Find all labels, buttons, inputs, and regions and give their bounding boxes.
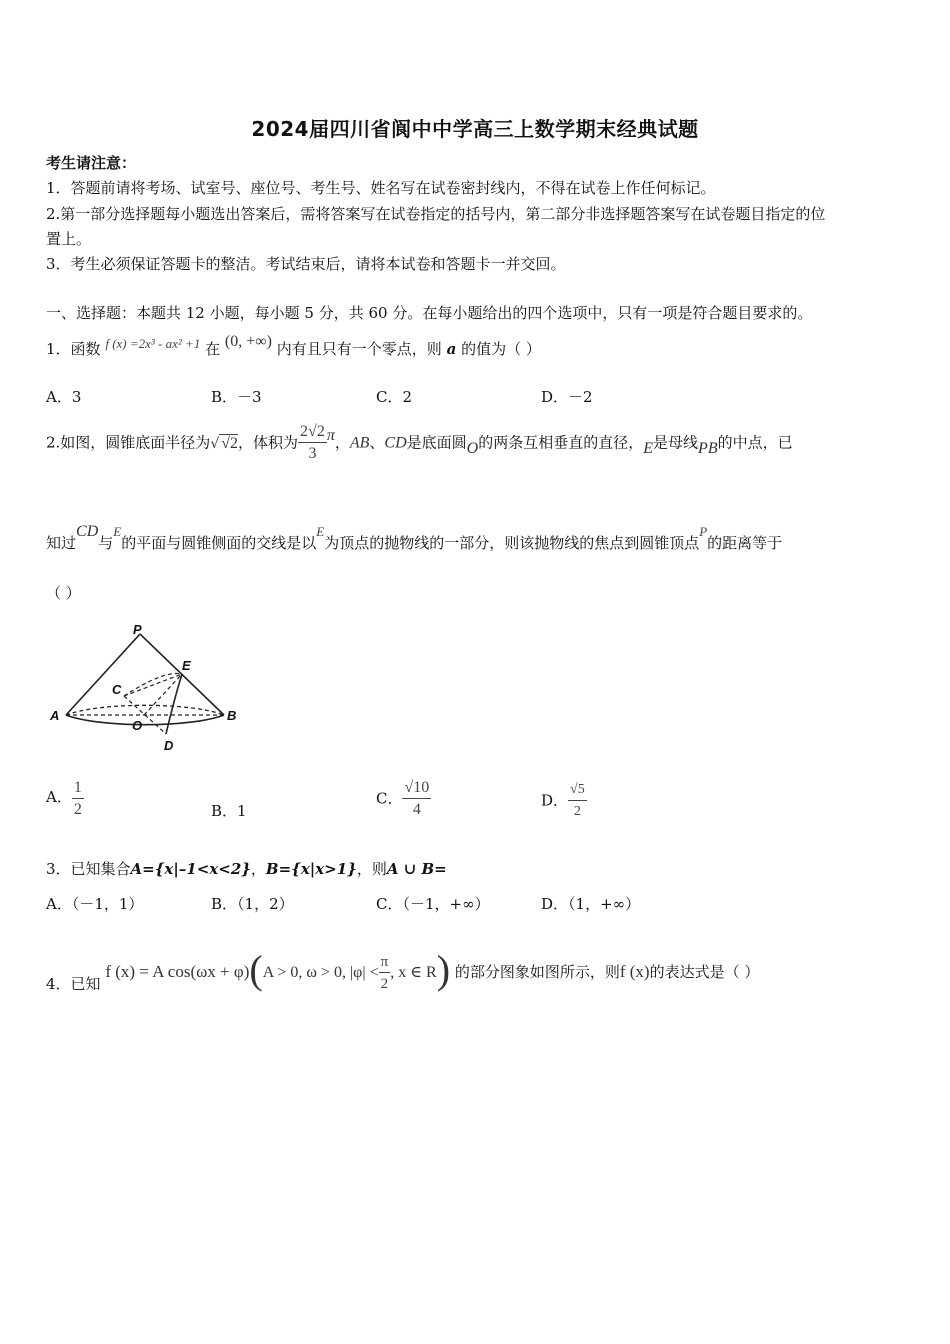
q2-option-c-label: C． — [376, 789, 403, 808]
q2-option-c-num: √10 — [402, 778, 431, 799]
q2-text-9: 的平面与圆锥侧面的交线是以 — [121, 534, 317, 552]
q2-volume-den: 3 — [308, 445, 317, 462]
q4-paren-open: ( — [249, 947, 263, 992]
label-o: O — [132, 718, 143, 733]
q2-text-6: 的中点，已 — [717, 433, 793, 452]
q1-function: f (x) =2x³ - ax² +1 — [105, 336, 201, 351]
q3-set-b: B={x|x>1} — [265, 860, 357, 878]
segment-ce — [124, 674, 182, 696]
q2-volume-num: 2√2 — [298, 422, 327, 443]
q2-option-d-label: D． — [541, 791, 569, 810]
q2-pi: π — [326, 426, 335, 444]
q3-option-d: D．（1，+∞） — [541, 895, 641, 913]
q2-e-3: E — [316, 524, 325, 539]
q2-text-2: ，体积为 — [238, 433, 299, 452]
q2-comma: ， — [334, 433, 350, 452]
q2-option-c — [376, 778, 431, 821]
q2-pb: PB — [698, 439, 718, 457]
q1-suffix: 内有且只有一个零点，则 — [276, 340, 442, 358]
q2-option-c-fraction — [402, 778, 431, 821]
q2-option-d-num: √5 — [568, 780, 587, 801]
q2-p: P — [699, 524, 708, 539]
q2-option-a — [46, 778, 84, 821]
q2-option-a-num: 1 — [72, 778, 84, 799]
notice-item-3: 3．考生必须保证答题卡的整洁。考试结束后，请将本试卷和答题卡一并交回。 — [46, 255, 566, 273]
q1-interval: (0, +∞) — [224, 333, 272, 350]
q4-condition-a: A > 0, ω > 0, |φ| < — [262, 964, 379, 981]
q3-expression: A ∪ B= — [386, 860, 447, 878]
q2-radius-value: √2 — [221, 434, 239, 452]
q2-sep: 、 — [369, 433, 385, 452]
q2-text-5: 是母线 — [653, 433, 699, 452]
q1-mid: 在 — [205, 340, 221, 358]
q2-text-8: 与 — [98, 534, 114, 552]
q2-text-7: 知过 — [46, 534, 77, 552]
q4-condition-num: π — [379, 952, 391, 973]
q4-condition-b: , x ∈ R — [390, 964, 437, 981]
q3-text-2: ，则 — [356, 860, 387, 878]
q3-option-a: A．（－1，1） — [46, 895, 144, 913]
q1-option-b: B．－3 — [211, 388, 262, 406]
q2-option-a-fraction — [72, 778, 84, 821]
q2-o: O — [466, 439, 479, 457]
label-p: P — [133, 622, 142, 637]
question-2-line-1 — [46, 422, 793, 465]
page-title: 2024届四川省阆中中学高三上数学期末经典试题 — [251, 117, 699, 141]
notice-heading: 考生请注意： — [46, 154, 137, 172]
label-b: B — [227, 708, 237, 723]
q2-text-11: 的距离等于 — [707, 534, 783, 552]
label-c: C — [112, 682, 122, 697]
q3-option-b: B．（1，2） — [211, 895, 294, 913]
q3-option-c: C．（－1，+∞） — [376, 895, 490, 913]
notice-item-2-cont: 置上。 — [46, 230, 92, 248]
q3-set-a: A={x|–1<x<2} — [130, 860, 251, 878]
question-3 — [46, 858, 447, 879]
q4-mid: 的部分图象如图所示，则 — [454, 963, 620, 981]
q4-condition-den: 2 — [380, 975, 389, 992]
q4-prefix: 4．已知 — [46, 975, 101, 993]
generatrix-pa — [66, 634, 140, 715]
section-heading: 一、选择题：本题共 12 小题，每小题 5 分，共 60 分。在每小题给出的四个选项中，只有一项是符合题目要求的。 — [46, 304, 813, 322]
q2-option-b: B．1 — [211, 802, 247, 820]
notice-item-1: 1．答题前请将考场、试室号、座位号、考生号、姓名写在试卷密封线内，不得在试卷上作任何标记。 — [46, 179, 716, 197]
q2-option-c-den: 4 — [412, 801, 421, 818]
q1-prefix: 1．函数 — [46, 340, 101, 358]
question-1 — [46, 333, 541, 359]
label-a: A — [50, 708, 60, 723]
cone-figure — [44, 620, 244, 760]
q1-end: 的值为（ ） — [461, 340, 541, 358]
q2-ab: AB — [349, 434, 370, 452]
q2-text-3: 是底面圆 — [406, 433, 467, 452]
q2-text-4: 的两条互相垂直的直径， — [478, 433, 644, 452]
label-d: D — [164, 738, 174, 753]
q2-e-2: E — [113, 524, 122, 539]
q1-option-d: D．－2 — [541, 388, 593, 406]
q2-radius: √ √2 — [210, 434, 239, 452]
q2-cd: CD — [384, 434, 407, 452]
q2-volume-fraction — [298, 422, 327, 465]
q2-cd-2: CD — [76, 523, 99, 540]
q2-option-d-fraction — [568, 780, 587, 823]
q3-comma: ， — [250, 860, 266, 878]
q2-text-1: 2.如图，圆锥底面半径为 — [46, 433, 211, 452]
q2-option-d — [541, 780, 587, 823]
q4-function: f (x) = A cos(ωx + φ) — [105, 962, 250, 981]
q2-option-a-label: A． — [46, 787, 72, 806]
q4-fx: f (x) — [619, 962, 650, 981]
q4-end: 的表达式是（ ） — [649, 963, 760, 981]
q4-condition-fraction — [379, 952, 391, 995]
q3-text-1: 3．已知集合 — [46, 860, 131, 878]
q1-variable: a — [446, 340, 457, 358]
base-front-arc — [66, 715, 224, 725]
q2-e: E — [643, 439, 654, 457]
label-e: E — [182, 658, 191, 673]
q2-answer-paren: （ ） — [46, 584, 81, 602]
question-2-line-2 — [46, 523, 783, 553]
q2-option-d-den: 2 — [573, 804, 581, 819]
notice-item-2: 2.第一部分选择题每小题选出答案后，需将答案写在试卷指定的括号内，第二部分非选择题答案写在试卷题目指定的位 — [46, 205, 826, 223]
q1-option-c: C．2 — [376, 388, 413, 406]
q4-paren-close: ) — [436, 947, 451, 992]
q2-option-a-den: 2 — [73, 801, 82, 818]
q2-text-10: 为顶点的抛物线的一部分，则该抛物线的焦点到圆锥顶点 — [324, 534, 700, 552]
q1-option-a: A．3 — [46, 388, 82, 406]
question-4 — [46, 940, 759, 995]
